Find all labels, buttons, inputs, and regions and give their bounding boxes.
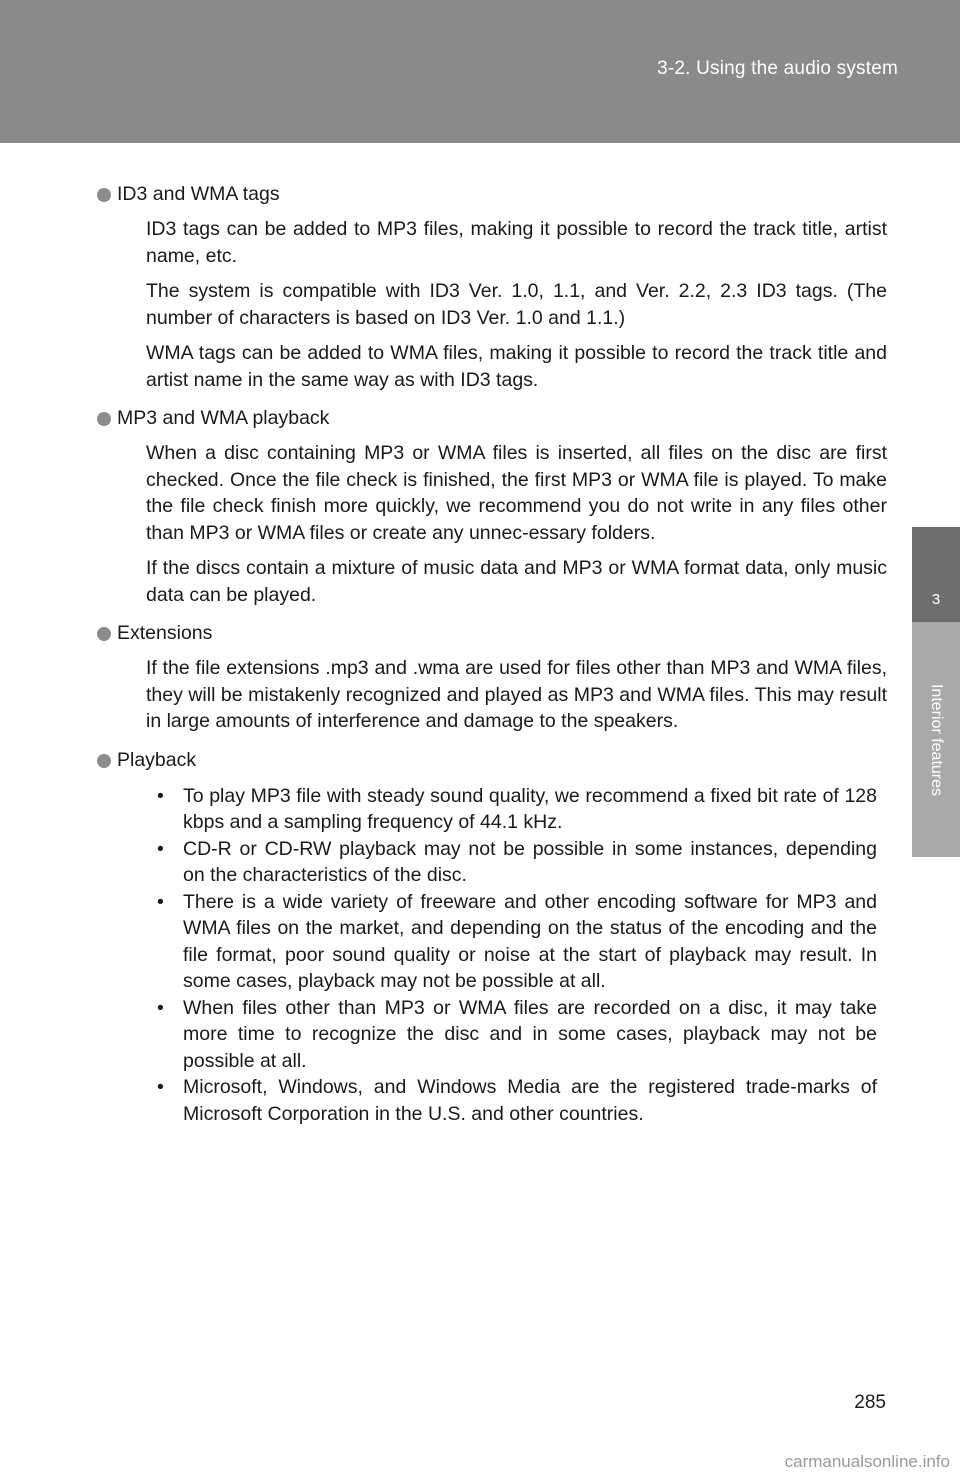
section-heading: Extensions (117, 620, 887, 646)
bullet-dot-icon: • (157, 837, 164, 860)
section-bullet-icon (97, 412, 111, 426)
list-item: • Microsoft, Windows, and Windows Media are the registered trade-marks of Microsoft Corporation in the U.S. and other countries. (157, 1076, 877, 1125)
paragraph: ID3 tags can be added to MP3 files, making it possible to record the track title, artist name, etc. (146, 218, 887, 267)
bullet-dot-icon: • (157, 1076, 164, 1098)
list-item: • There is a wide variety of freeware and other encoding software for MP3 and WMA files on the market, and depending on the status of the encoding and the file format, poor sound quality or noise at the start of playback may result. In some cases, playback may not be possible at all. (157, 890, 877, 992)
section-bullet-icon (97, 188, 111, 202)
section-heading: Playback (117, 747, 887, 773)
bullet-dot-icon: • (157, 784, 164, 807)
section-title: 3-2. Using the audio system (657, 58, 898, 79)
watermark: carmanualsonline.info (784, 1452, 950, 1471)
chapter-tab (912, 527, 960, 622)
list-item: • When files other than MP3 or WMA files are recorded on a disc, it may take more time to recognize the disc and in some cases, playback may not be possible at all. (157, 996, 877, 1072)
bullet-dot-icon: • (157, 890, 164, 913)
page-number: 285 (854, 1392, 886, 1413)
list-item: • To play MP3 file with steady sound quality, we recommend a fixed bit rate of 128 kbps and a sampling frequency of 44.1 kHz. (157, 784, 877, 833)
chapter-title: Interior features (928, 683, 945, 796)
chapter-number: 3 (931, 591, 941, 608)
section-heading: ID3 and WMA tags (117, 181, 887, 207)
page-content (117, 181, 887, 1127)
paragraph: If the discs contain a mixture of music data and MP3 or WMA format data, only music data can be played. (146, 557, 887, 606)
list-item: • CD-R or CD-RW playback may not be possible in some instances, depending on the characteristics of the disc. (157, 837, 877, 886)
section-bullet-icon (97, 754, 111, 768)
section-bullet-icon (97, 627, 111, 641)
paragraph: If the file extensions .mp3 and .wma are used for files other than MP3 and WMA files, they will be mistakenly recognized and played as MP3 and WMA files. This may result in large amounts of interference and damage to the speakers. (146, 657, 887, 732)
section-heading: MP3 and WMA playback (117, 405, 887, 431)
chapter-label-tab (912, 622, 960, 857)
paragraph: WMA tags can be added to WMA files, making it possible to record the track title and artist name in the same way as with ID3 tags. (146, 342, 887, 391)
page-header-band (0, 0, 960, 143)
bullet-list (157, 783, 877, 1128)
paragraph: The system is compatible with ID3 Ver. 1.0, 1.1, and Ver. 2.2, 2.3 ID3 tags. (The number of characters is based on ID3 Ver. 1.0 and 1.1.) (146, 280, 887, 329)
bullet-dot-icon: • (157, 996, 164, 1019)
paragraph: When a disc containing MP3 or WMA files is inserted, all files on the disc are first checked. Once the file check is finished, the first MP3 or WMA file is played. To make the file check finish more quickly, we recommend you do not write in any files other than MP3 or WMA files or create any unnec-essary folders. (146, 442, 887, 544)
